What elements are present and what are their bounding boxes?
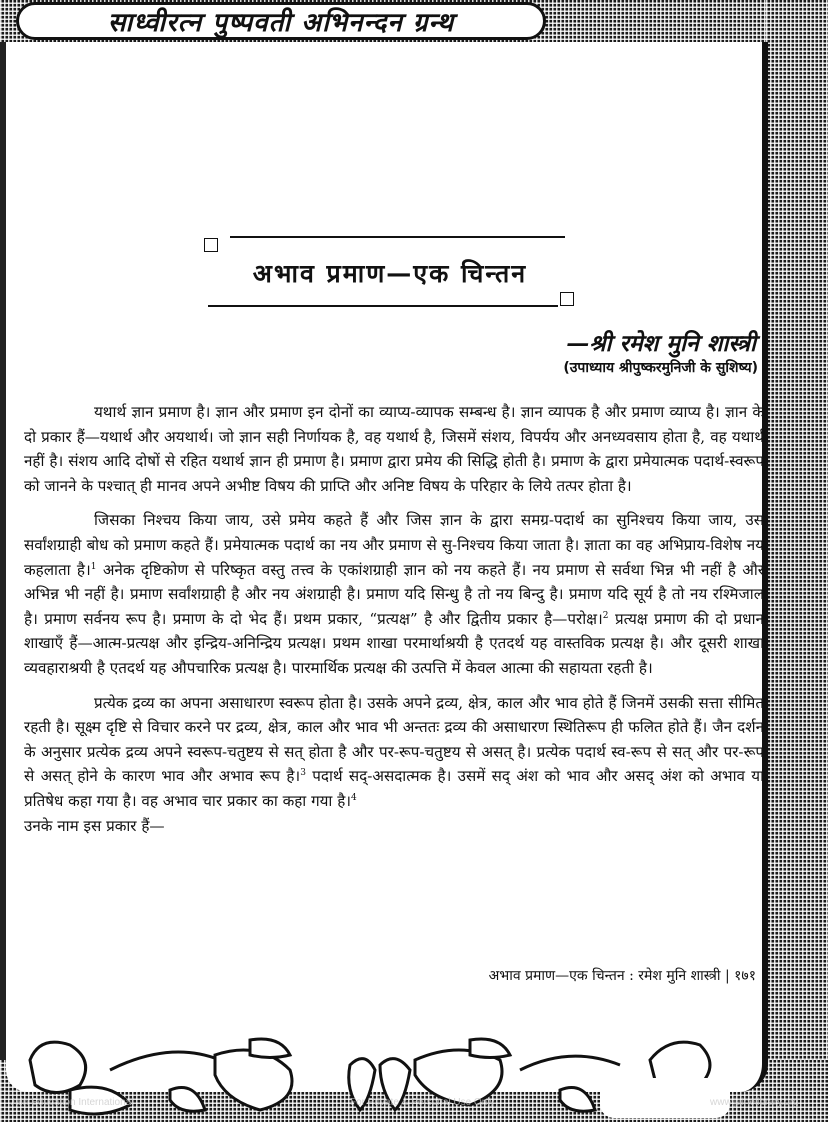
article-body [24, 400, 764, 848]
article-title-block [200, 228, 580, 308]
square-ornament-icon [560, 292, 574, 306]
author-affiliation: (उपाध्याय श्रीपुष्करमुनिजी के सुशिष्य) [563, 360, 758, 376]
footnote-ref: 1 [90, 561, 97, 572]
right-border-pattern [766, 0, 828, 1122]
running-footer [489, 966, 756, 985]
book-title-banner [16, 2, 546, 40]
footnote-ref: 3 [300, 768, 306, 779]
page-number: १७१ [734, 968, 756, 984]
watermark-center: For Private & Personal Use Only [350, 1097, 495, 1108]
paragraph-3: प्रत्येक द्रव्य का अपना असाधारण स्वरूप होता है। उसके अपने द्रव्य, क्षेत्र, काल और भाव होते हैं जिनमें उसकी सत्ता सीमित रहती है। सूक्ष्म दृष्टि से विचार करने पर द्रव्य, क्षेत्र, काल और भाव भी अन्ततः द्रव्य की असाधारण स्थितिरूप ही फलित होते हैं। जैन दर्शन के अनुसार प्रत्येक द्रव्य अपने स्वरूप-चतुष्टय से सत् होता है और पर-रूप-चतुष्टय से असत् है। प्रत्येक पदार्थ स्व-रूप से सत् और पर-रूप से असत् होने के कारण भाव और अभाव रूप है।$^3$ पदार्थ सद्-असदात्मक है। उसमें सद् अंश को भाव और असद् अंश को अभाव या प्रतिषेध कहा गया है। वह अभाव चार प्रकार का कहा गया है।$^4$ [24, 693, 764, 810]
footer-separator: | [724, 968, 730, 984]
author-name: —श्री रमेश मुनि शास्त्री [566, 330, 756, 357]
title-rule-top [230, 236, 565, 238]
running-title: अभाव प्रमाण—एक चिन्तन : रमेश मुनि शास्त्री [488, 968, 721, 984]
paragraph-4: उनके नाम इस प्रकार हैं— [24, 816, 165, 835]
article-title: अभाव प्रमाण—एक चिन्तन [252, 259, 528, 288]
square-ornament-icon [204, 238, 218, 252]
paragraph-1: यथार्थ ज्ञान प्रमाण है। ज्ञान और प्रमाण इन दोनों का व्याप्य-व्यापक सम्बन्ध है। ज्ञान व्यापक है और प्रमाण व्याप्य है। ज्ञान के दो प्रकार हैं—यथार्थ और अयथार्थ। जो ज्ञान सही निर्णायक है, वह यथार्थ है, जिसमें संशय, विपर्यय और अनध्यवसाय होता है, वह यथार्थ नहीं है। संशय आदि दोषों से रहित यथार्थ ज्ञान ही प्रमाण है। प्रमाण द्वारा प्रमेय की सिद्धि होती है। प्रमाण के द्वारा प्रमेयात्मक पदार्थ-स्वरूप को जानने के पश्चात् ही मानव अपने अभीष्ट विषय की प्राप्ति और अनिष्ट विषय के परिहार के लिये तत्पर होता है। [24, 403, 764, 495]
paragraph-2: जिसका निश्चय किया जाय, उसे प्रमेय कहते हैं और जिस ज्ञान के द्वारा समग्र-पदार्थ का सुनिश्चय किया जाय, उस सर्वांशग्राही बोध को प्रमाण कहते हैं। प्रमेयात्मक पदार्थ का नय और प्रमाण से सु-निश्चय किया जाता है। ज्ञाता का वह अभिप्राय-विशेष नय कहलाता है।$^1$ अनेक दृष्टिकोण से परिष्कृत वस्तु तत्त्व के एकांशग्राही ज्ञान को नय कहते हैं। नय प्रमाण से सर्वथा भिन्न भी नहीं है और अभिन्न भी नहीं है। प्रमाण सर्वांशग्राही है और नय अंशग्राही है। प्रमाण यदि सिन्धु है तो नय बिन्दु है। प्रमाण यदि सूर्य है तो नय रश्मिजाल है। प्रमाण सर्वनय रूप है। प्रमाण के दो भेद हैं। प्रथम प्रकार, “प्रत्यक्ष” है और द्वितीय प्रकार है—परोक्ष।$^2$ प्रत्यक्ष प्रमाण की दो प्रधान शाखाएँ हैं—आत्म-प्रत्यक्ष और इन्द्रिय-अनिन्द्रिय प्रत्यक्ष। प्रथम शाखा परमार्थाश्रयी है एतदर्थ यह वास्तविक प्रत्यक्ष है। और दूसरी शाखा व्यवहाराश्रयी है एतदर्थ यह औपचारिक प्रत्यक्ष है। पारमार्थिक प्रत्यक्ष की उत्पत्ति में केवल आत्मा की सहायता रहती है। [24, 511, 764, 677]
watermark-left: Jain Education International [10, 1097, 134, 1108]
footnote-ref: 4 [351, 792, 357, 803]
book-title: साध्वीरत्न पुष्पवती अभिनन्दन ग्रन्थ [107, 8, 455, 38]
footnote-ref: 2 [602, 610, 609, 621]
title-rule-bottom [208, 305, 558, 307]
watermark-right: www.jainelibrary.org [710, 1097, 799, 1108]
